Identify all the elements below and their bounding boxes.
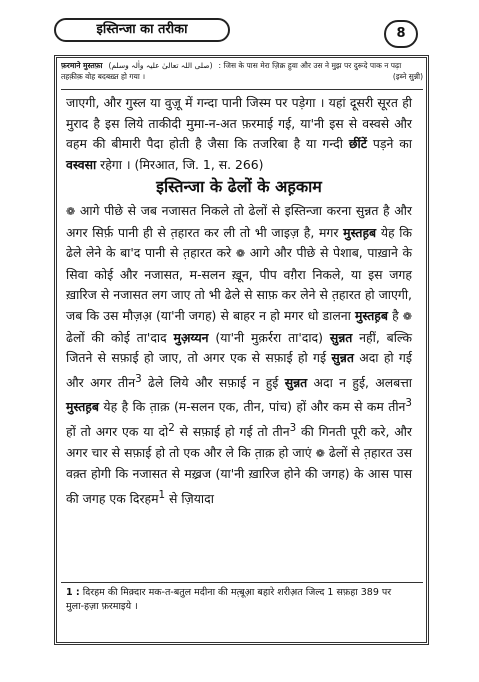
text-run: से सफ़ाई हो गई तो तीन xyxy=(174,424,290,440)
divider xyxy=(61,89,423,90)
text-run: पड़ने का xyxy=(366,136,412,152)
paragraph-1 xyxy=(66,93,412,175)
paragraph-2 xyxy=(66,201,412,510)
text-run: है xyxy=(387,307,403,323)
superscript: 3 xyxy=(135,372,142,385)
farman-line2: तहक़ीक़ वोह बदबख़्त हो गया । xyxy=(61,72,146,81)
flower-bullet-icon: ❁ xyxy=(402,309,412,323)
text-run: येह कि ढेले लेने के बा'द पानी से त़हारत करे xyxy=(66,224,412,261)
text-run: (या'नी मुक़र्ररा ता'दाद) xyxy=(208,329,330,345)
superscript: 3 xyxy=(289,422,297,435)
text-run: ढेलों से त़हारत उस वक़्त होगी कि नजासत से मख़्रज (या'नी ख़ारिज होने की जगह) के आस पास की जगह एक दिरहम xyxy=(66,444,412,507)
bold-term: मुस्तह़ब xyxy=(343,224,377,240)
main-text xyxy=(66,93,412,510)
text-run: हों तो अगर एक या दो xyxy=(66,424,169,440)
footnote-number: 1 : xyxy=(66,587,80,598)
flower-bullet-icon: ❁ xyxy=(66,204,76,218)
text-run: ढेले लिये और सफ़ाई न हुई xyxy=(141,374,285,390)
bold-term: सुन्नत xyxy=(284,374,308,390)
bold-term: सुन्नत xyxy=(331,350,354,366)
text-run: की गिनती पूरी करे, और अगर चार से सफ़ाई हो तो एक और ले कि त़ाक़ हो जाएं xyxy=(66,424,412,460)
text-run: रहेगा । (मिरआत, जि. 1, स. 266) xyxy=(96,156,264,172)
bold-term: वस्वसा xyxy=(66,156,97,172)
farman-source: (इब्ने सुन्नी) xyxy=(392,72,423,81)
footnote xyxy=(66,586,412,614)
footnote-text: दिरहम की मिक़्दार मक-त-बतुल मदीना की मत़्बूआ़ बहारे शरीअ़त जिल्द 1 सफ़हा 389 पर मुला-हज़ा फ़रमाइये । xyxy=(66,587,392,612)
bold-term: सुन्नत xyxy=(329,329,353,345)
text-run: आगे पीछे से जब नजासत निकले तो ढेलों से इस्तिन्जा करना सुन्नत है और अगर सिर्फ़ पानी ही से त़हारत कर ली तो भी जाइज़ है, मगर xyxy=(66,202,412,240)
farman-label: फ़रमाने मुस्तफ़ा xyxy=(61,61,103,70)
superscript: 3 xyxy=(405,397,412,410)
bold-term: मुस्तह़ब xyxy=(354,307,388,323)
text-run: अदा हो गई और अगर तीन xyxy=(66,350,412,390)
section-heading: इस्तिन्जा के ढेलों के अह़काम xyxy=(156,177,322,197)
text-run: अदा न हुई, अलबत्ता xyxy=(307,374,413,390)
farman-line1: : जिस के पास मेरा ज़िक्र हुवा और उस ने मुझ पर दुरूदे पाक न पढ़ा xyxy=(218,61,402,70)
footnote-divider xyxy=(61,582,423,583)
farman-arabic: (صلی اللہ تعالیٰ علیہ واٰلہ وسلم) xyxy=(108,61,213,70)
text-run: येह है कि त़ाक़ (म-सलन एक, तीन, पांच) हों और कम से कम तीन xyxy=(98,399,406,415)
text-run: ढेलों की कोई ता'दाद xyxy=(66,329,174,345)
farman-header xyxy=(61,60,423,90)
page-number: 8 xyxy=(384,20,418,48)
bold-term: मुस्तह़ब xyxy=(66,399,99,415)
chapter-title: इस्तिन्जा का तरीका xyxy=(54,18,230,42)
superscript: 2 xyxy=(168,422,175,435)
footnote-marker: 1 xyxy=(158,489,166,502)
text-run: आगे और पीछे से पेशाब, पाख़ाने के सिवा कोई और नजासत, म-सलन ख़ून, पीप वग़ैरा निकले, या इस जगह ख़ारिज से नजासत लग जाए तो भी ढेले से साफ़ कर लेने से त़हारत हो जाएगी, जब कि उस मौज़अ़ (या'नी जगह) से बाहर न हो मगर धो डालना xyxy=(66,245,412,323)
bold-term: मुअ़य्यन xyxy=(173,329,209,345)
flower-bullet-icon: ❁ xyxy=(315,446,325,460)
flower-bullet-icon: ❁ xyxy=(235,247,246,261)
text-run: से ज़ियादा xyxy=(165,491,214,507)
bold-term: छींटें xyxy=(348,136,367,152)
text-run: नहीं, बल्कि जितने से सफ़ाई हो जाए, तो अगर एक से सफ़ाई हो गई xyxy=(66,329,413,366)
text-run: जाएगी, और गुस्ल या वुज़ू में गन्दा पानी जिस्म पर पड़ेगा । यहां दूसरी सूरत ही मुराद है इस लिये ताकीदी मुमा-न-अत फ़रमाई गई, या'नी इस से वस्वसे और वहम की बीमारी पैदा होती है जैसा कि तजरिबा है या गन्दी xyxy=(66,95,412,152)
